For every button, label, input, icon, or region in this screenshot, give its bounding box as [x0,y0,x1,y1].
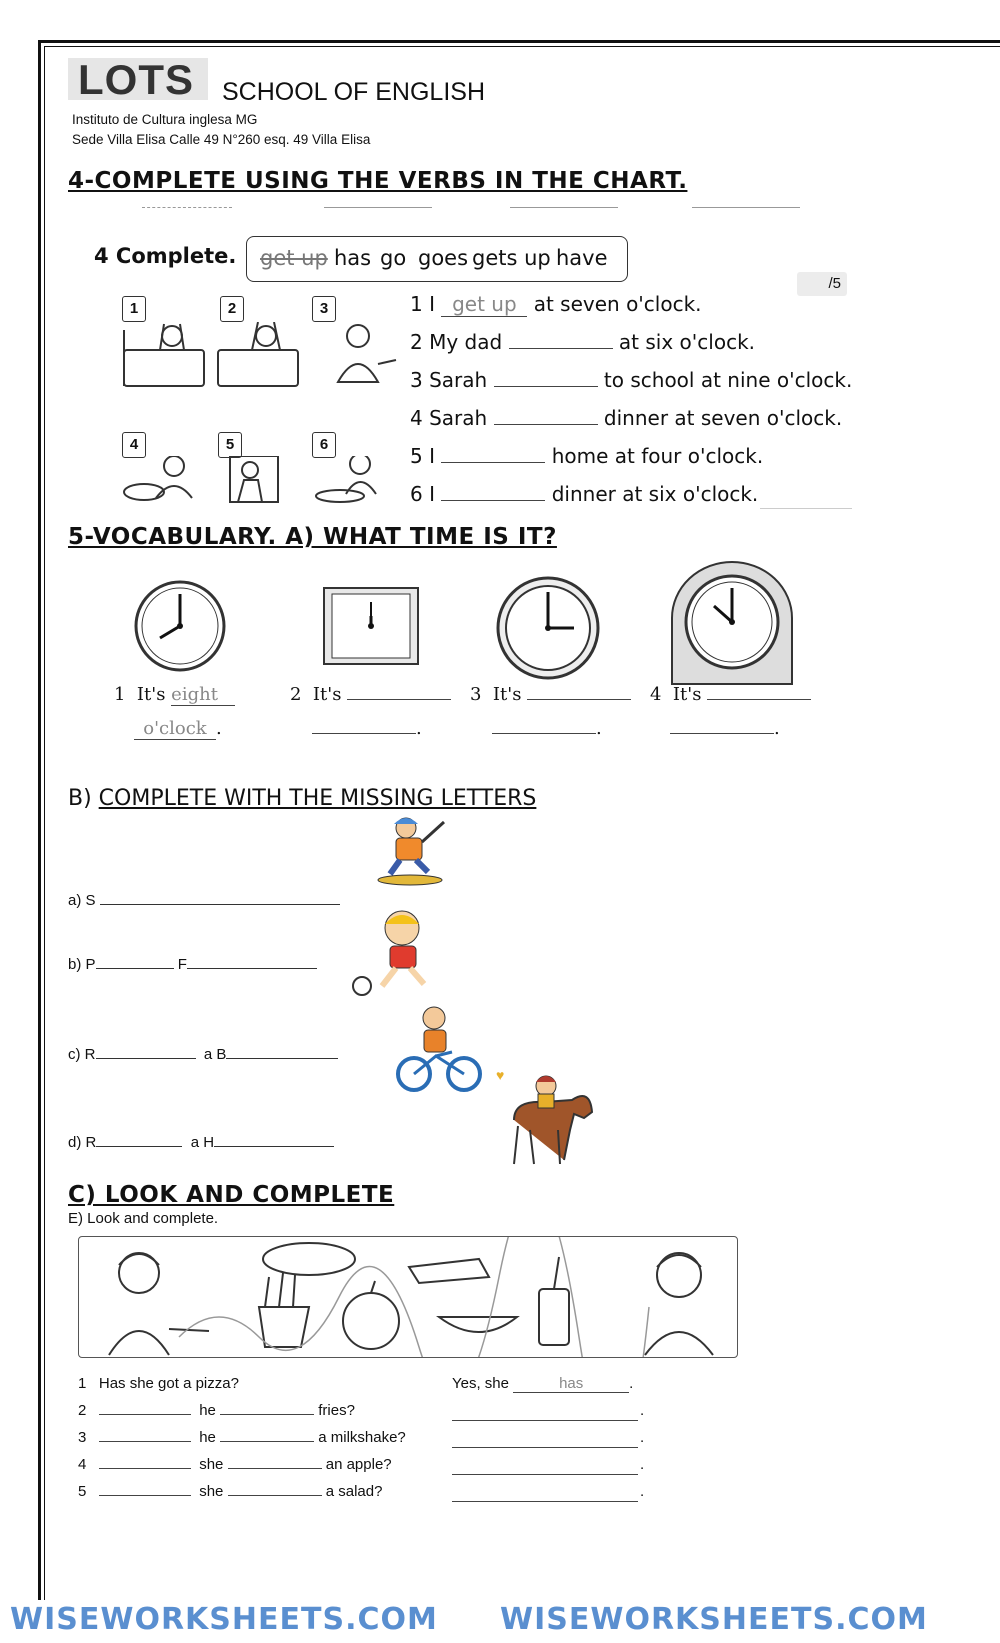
answer-field[interactable]: get up [441,292,527,317]
missing-letters-d: d) R a H [68,1134,334,1151]
horse-riding-picture [494,1060,604,1170]
answer-field[interactable] [99,1441,191,1442]
faded-line [324,207,432,208]
word-chart-item: have [556,246,608,270]
clock-answer-2: 2 It's [290,684,451,705]
answer-field[interactable] [228,1468,322,1469]
answer-field[interactable] [707,699,811,700]
institute-name: Instituto de Cultura inglesa MG [72,112,258,127]
qa-row-2: 2 he fries? [78,1402,355,1419]
qa-row-3: 3 he a milkshake? [78,1429,406,1446]
picture-number: 2 [220,296,244,322]
answer-line[interactable] [452,1447,638,1448]
sentence-4: 4 Sarah dinner at seven o'clock. [410,406,843,430]
picture-number: 6 [312,432,336,458]
answer-field[interactable] [441,462,545,463]
sentence-2: 2 My dad at six o'clock. [410,330,756,354]
answer-field[interactable] [670,733,774,734]
missing-letters-a: a) S [68,892,340,909]
answer-field[interactable] [214,1146,334,1147]
sentence-3: 3 Sarah to school at nine o'clock. [410,368,853,392]
page-border-left [38,40,41,1620]
exercise-label: 4 Complete. [94,244,237,268]
answer-field[interactable] [100,904,340,905]
sectionB-title: B) COMPLETE WITH THE MISSING LETTERS [68,786,537,811]
faded-line [760,508,852,509]
footer-watermark [0,1600,1000,1643]
food-illustration [79,1237,737,1357]
qa-row-1-answer: Yes, she has . [452,1375,634,1392]
answer-field[interactable] [492,733,596,734]
food-illustration-panel [78,1236,738,1358]
sentence-5: 5 I home at four o'clock. [410,444,764,468]
answer-field[interactable] [441,500,545,501]
watermark-text: WISEWORKSHEETS.COM [500,1602,928,1637]
answer-field[interactable] [99,1495,191,1496]
page-border-left-inner [44,46,45,1620]
football-picture [352,906,442,1002]
answer-field[interactable]: o'clock [134,718,216,740]
period: . [640,1483,645,1500]
answer-field[interactable] [220,1414,314,1415]
faded-line [510,207,618,208]
picture-number: 1 [122,296,146,322]
answer-field[interactable] [99,1468,191,1469]
picture-number: 5 [218,432,242,458]
period: . [640,1456,645,1473]
clock-3 [492,576,604,680]
section4-title: 4-COMPLETE USING THE VERBS IN THE CHART. [68,168,688,194]
answer-field[interactable] [99,1414,191,1415]
faded-line [142,207,232,208]
svg-text:♥: ♥ [496,1067,505,1083]
answer-line[interactable] [452,1501,638,1502]
clock-answer-2-line2: . [312,718,422,739]
clock-answer-1-line2: o'clock . [134,718,222,740]
skateboarding-picture [370,812,450,892]
answer-field[interactable] [220,1441,314,1442]
clock-answer-4-line2: . [670,718,780,739]
answer-field[interactable] [509,348,613,349]
clock-answer-3-line2: . [492,718,602,739]
sectionC-subtitle: E) Look and complete. [68,1210,219,1227]
answer-field[interactable] [187,968,317,969]
page-border-top-inner [44,46,1000,47]
answer-field[interactable]: eight [171,684,235,706]
answer-field[interactable] [96,1146,182,1147]
answer-field[interactable] [96,1058,196,1059]
page-border-top [38,40,1000,43]
answer-field[interactable] [228,1495,322,1496]
word-chart-item: gets up [472,246,551,270]
answer-field[interactable] [96,968,174,969]
sentence-6: 6 I dinner at six o'clock. [410,482,759,506]
period: . [640,1402,645,1419]
qa-row-5: 5 she a salad? [78,1483,383,1500]
answer-line[interactable] [452,1474,638,1475]
word-chart-item: has [334,246,372,270]
answer-line[interactable] [452,1420,638,1421]
score-badge: /5 [797,272,847,296]
period: . [640,1429,645,1446]
sectionC-title: C) LOOK AND COMPLETE [68,1182,395,1208]
word-chart-item: goes [418,246,469,270]
answer-field[interactable] [494,386,598,387]
answer-field[interactable] [527,699,631,700]
answer-field[interactable] [347,699,451,700]
clock-1 [130,580,230,672]
cycling-picture [394,1004,486,1096]
faded-line [692,207,800,208]
answer-field[interactable] [494,424,598,425]
clock-answer-1: 1 It's eight [114,684,235,706]
qa-row-1: 1 Has she got a pizza? [78,1375,239,1392]
clock-answer-3: 3 It's [470,684,631,705]
logo: LOTS [78,56,194,103]
daily-routine-illustrations-bottom [120,456,410,506]
sentence-1: 1 I get up at seven o'clock. [410,292,702,316]
clock-2 [322,586,422,666]
missing-letters-b: b) P F [68,956,317,973]
watermark-text: WISEWORKSHEETS.COM [10,1602,438,1637]
missing-letters-c: c) R a B [68,1046,338,1063]
school-name: SCHOOL OF ENGLISH [222,78,486,106]
daily-routine-illustrations-top [120,322,410,392]
answer-field[interactable] [226,1058,338,1059]
clock-4 [668,560,796,688]
picture-number: 4 [122,432,146,458]
qa-row-4: 4 she an apple? [78,1456,392,1473]
word-chart-item: go [380,246,407,270]
picture-number: 3 [312,296,336,322]
clock-answer-4: 4 It's [650,684,811,705]
address: Sede Villa Elisa Calle 49 N°260 esq. 49 Villa Elisa [72,132,371,147]
word-chart-item: get up [260,246,328,270]
section5-title: 5-VOCABULARY. A) WHAT TIME IS IT? [68,524,557,550]
answer-field[interactable]: has [513,1375,629,1393]
answer-field[interactable] [312,733,416,734]
